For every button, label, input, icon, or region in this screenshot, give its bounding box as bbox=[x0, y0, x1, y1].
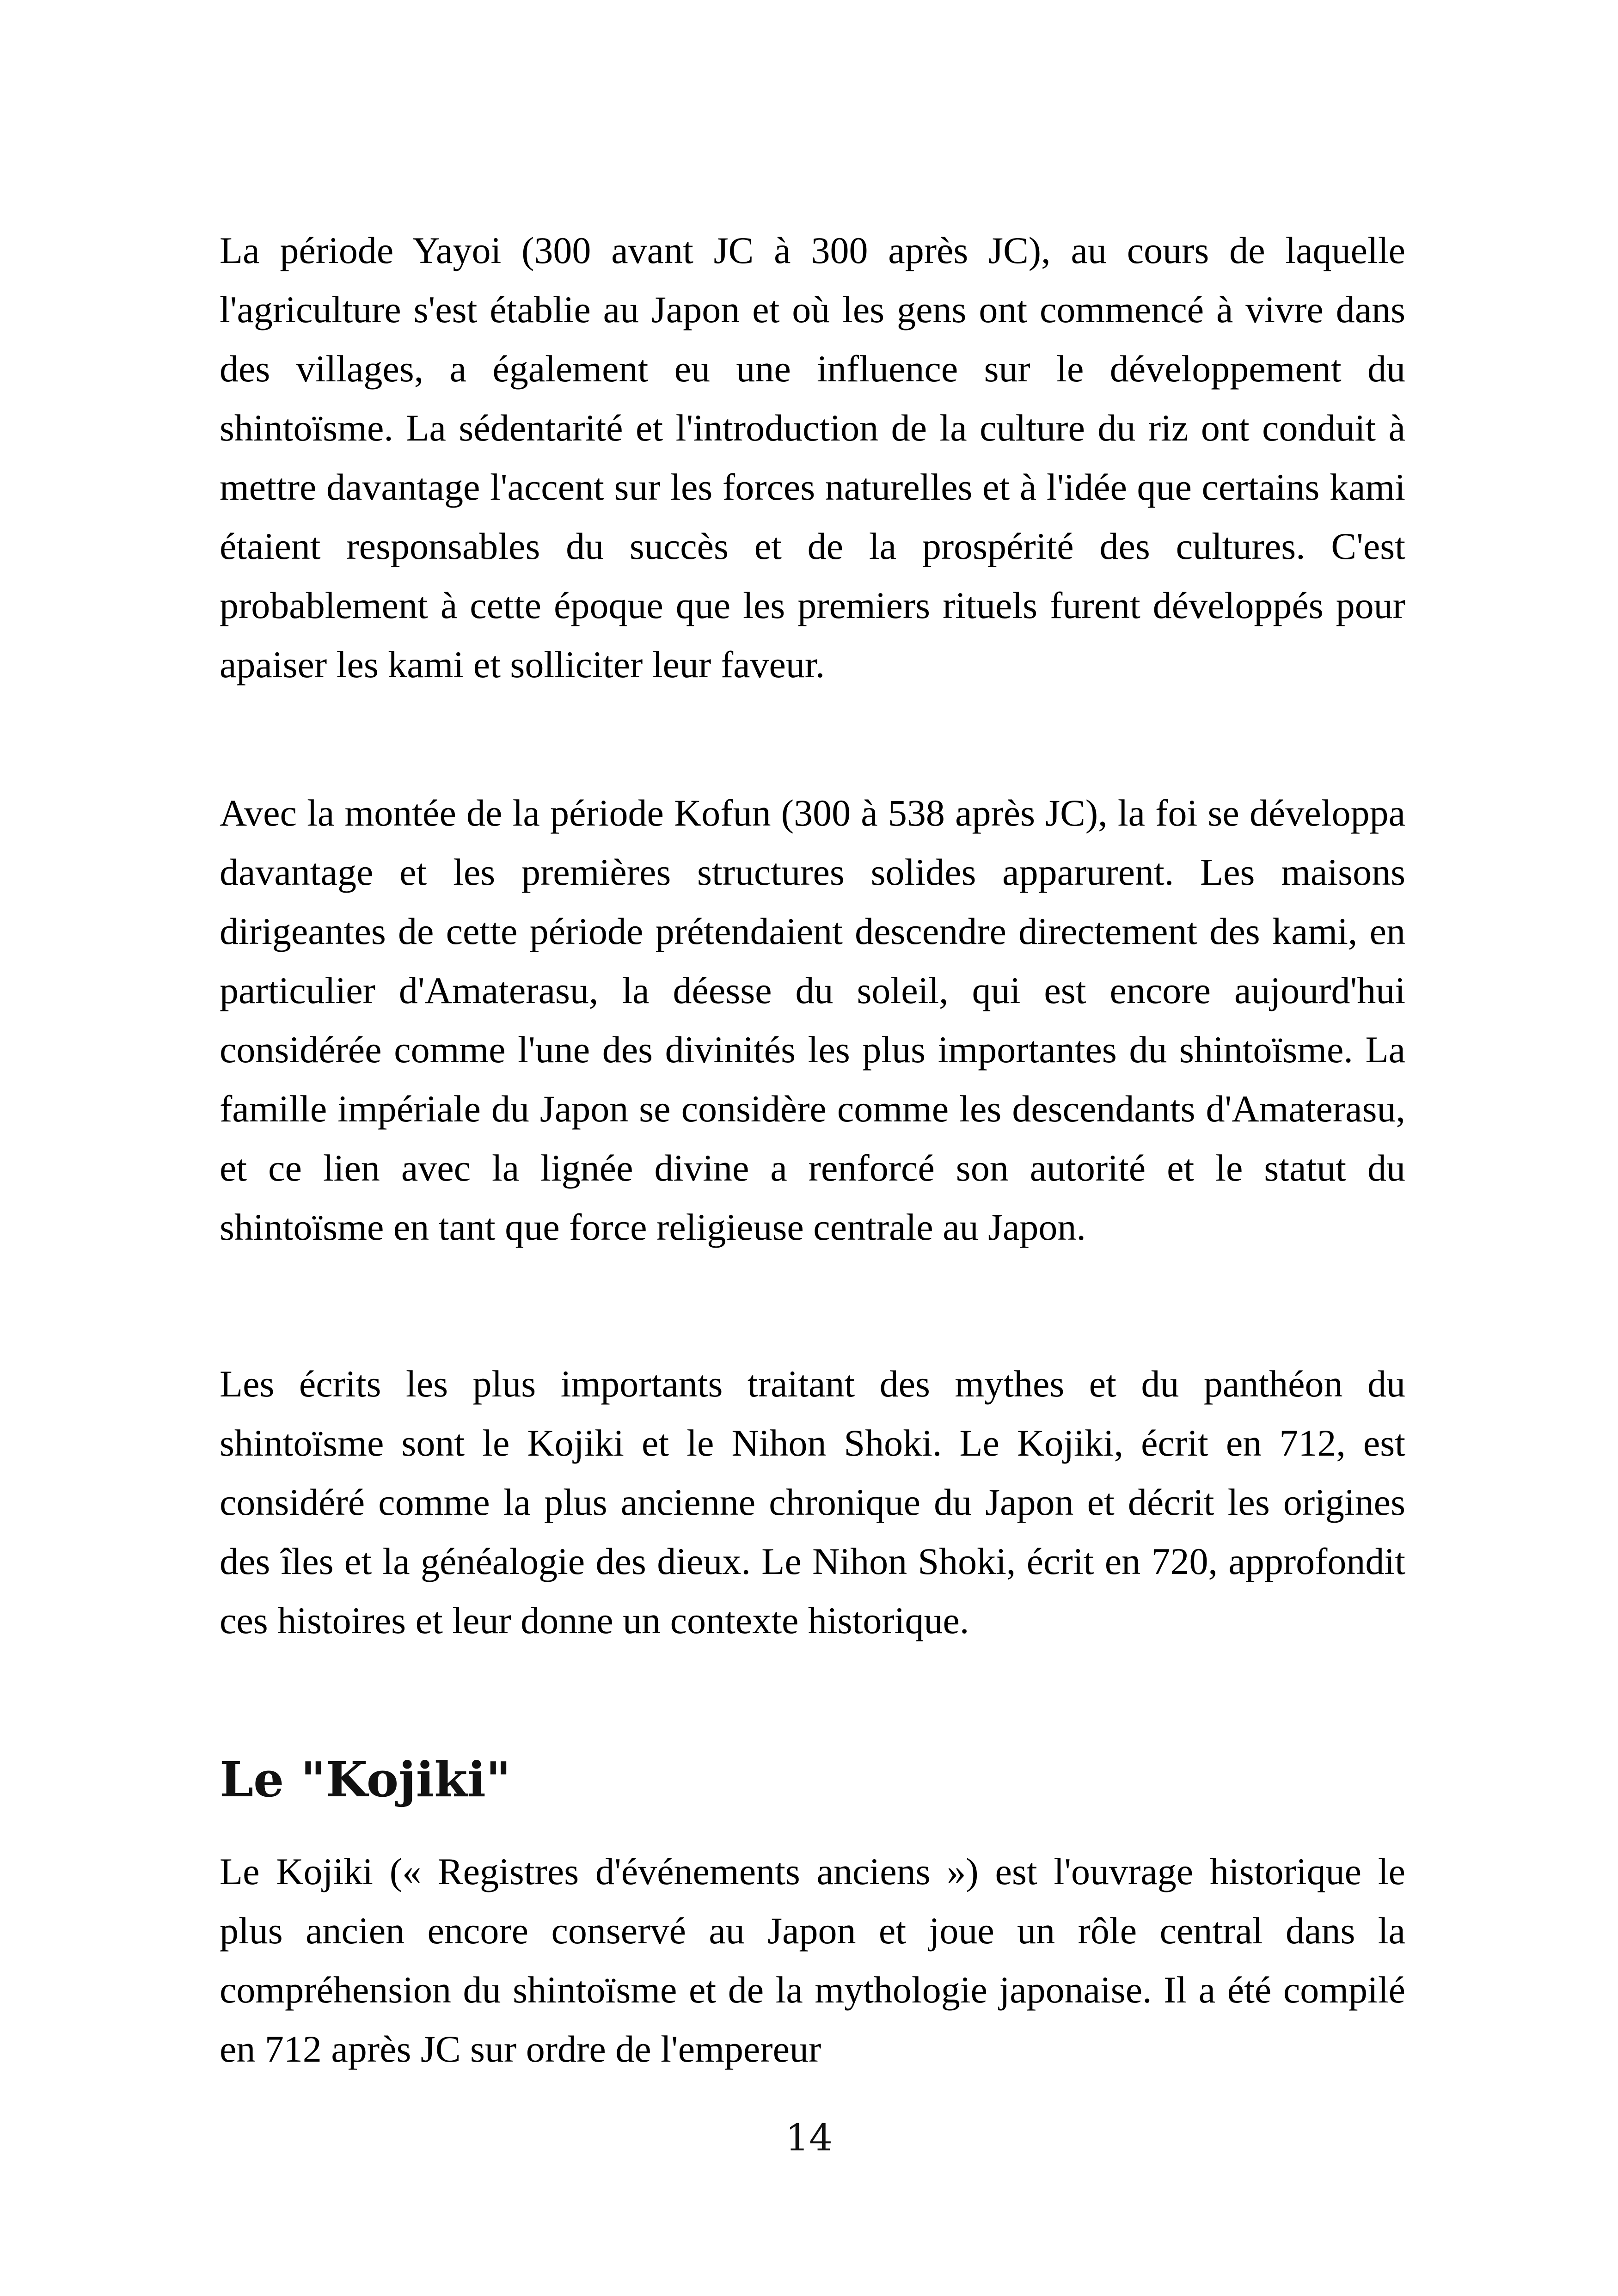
paragraph-kojiki: Le Kojiki (« Registres d'événements anciens ») est l'ouvrage historique le plus ancien encore conservé au Japon et joue un rôle central dans la compréhension du shintoïsme et de la mythologie japonaise. Il a été compilé en 712 après JC sur ordre de l'empereur bbox=[220, 1850, 1405, 2070]
page-number: 14 bbox=[785, 2116, 833, 2159]
section-heading-kojiki: Le "Kojiki" bbox=[220, 1751, 511, 1808]
paragraph-yayoi: La période Yayoi (300 avant JC à 300 après JC), au cours de laquelle l'agriculture s'est établie au Japon et où les gens ont commencé à vivre dans des villages, a également eu une influence sur le développement du shintoïsme. La sédentarité et l'introduction de la culture du riz ont conduit à mettre davantage l'accent sur les forces naturelles et à l'idée que certains kami étaient responsables du succès et de la prospérité des cultures. C'est probablement à cette époque que les premiers rituels furent développés pour apaiser les kami et solliciter leur faveur. bbox=[220, 229, 1405, 686]
paragraph-kofun: Avec la montée de la période Kofun (300 à 538 après JC), la foi se développa davantage et les premières structures solides apparurent. Les maisons dirigeantes de cette période prétendaient descendre directement des kami, en particulier d'Amaterasu, la déesse du soleil, qui est encore aujourd'hui considérée comme l'une des divinités les plus importantes du shintoïsme. La famille impériale du Japon se considère comme les descendants d'Amaterasu, et ce lien avec la lignée divine a renforcé son autorité et le statut du shintoïsme en tant que force religieuse centrale au Japon. bbox=[220, 792, 1405, 1248]
paragraph-writings: Les écrits les plus importants traitant des mythes et du panthéon du shintoïsme sont le Kojiki et le Nihon Shoki. Le Kojiki, écrit en 712, est considéré comme la plus ancienne chronique du Japon et décrit les origines des îles et la généalogie des dieux. Le Nihon Shoki, écrit en 720, approfondit ces histoires et leur donne un contexte historique. bbox=[220, 1363, 1405, 1641]
